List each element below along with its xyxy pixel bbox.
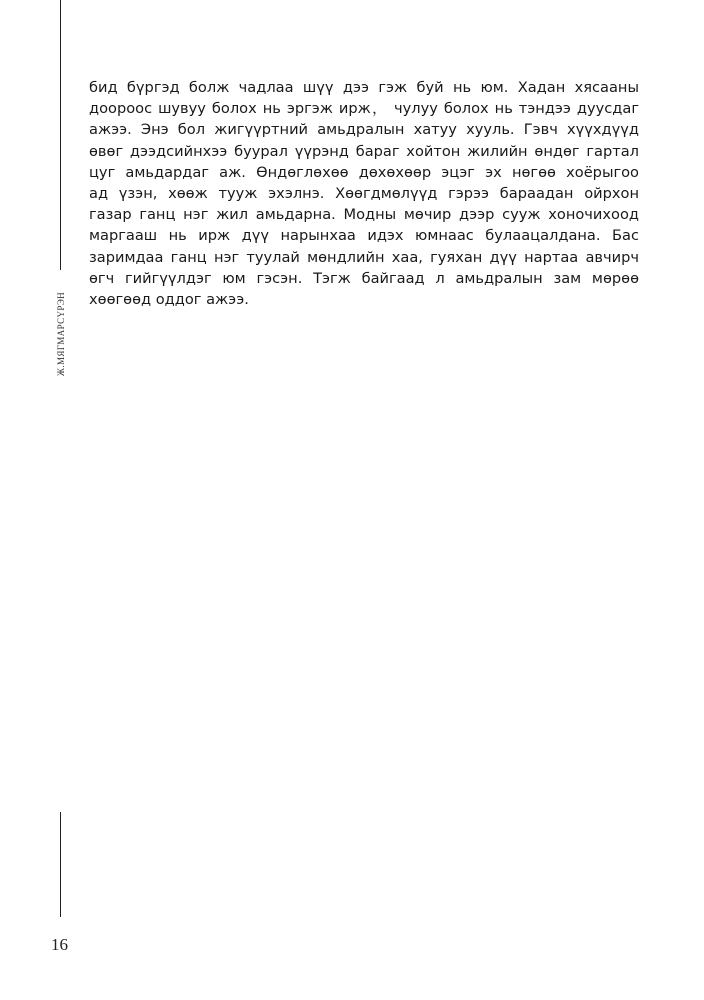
text-line: хөөгөөд оддог ажээ. <box>89 291 249 309</box>
margin-rule-top <box>60 0 61 270</box>
text-line: өвөг дээдсийнхээ буурал үүрэнд бараг хойтон жилийн өндөг гартал <box>89 142 639 160</box>
running-head <box>56 277 66 397</box>
text-line: цуг амьдардаг аж. Өндөглөхөө дөхөхөөр эцэг эх нөгөө хоёрыгоо <box>89 163 639 181</box>
text-line: заримдаа ганц нэг туулай мөндлийн хаа, гуяхан дүү нартаа авчирч <box>89 248 639 266</box>
text-line: ад үзэн, хөөж тууж эхэлнэ. Хөөгдмөлүүд гэрээ бараадан ойрхон <box>89 185 639 203</box>
margin-rule-bottom <box>60 812 61 917</box>
text-line: маргааш нь ирж дүү нарынхаа идэх юмнаас булаацалдана. Бас <box>89 227 639 245</box>
page-number: 16 <box>51 935 68 954</box>
text-line: ажээ. Энэ бол жигүүртний амьдралын хатуу хууль. Гэвч хүүхдүүд <box>89 121 639 139</box>
text-line: газар ганц нэг жил амьдарна. Модны мөчир дээр сууж хоночихоод <box>89 206 639 224</box>
text-line: бид бүргэд болж чадлаа шүү дээ гэж буй нь юм. Хадан хясааны <box>89 79 639 96</box>
text-line: өгч гийгүүлдэг юм гэсэн. Тэгж байгаад л амьдралын зам мөрөө <box>89 269 639 287</box>
text-line: доороос шувуу болох нь эргэж ирж， чулуу болох нь тэндээ дуусдаг <box>89 100 639 118</box>
running-head-author: Ж.МЯГМАРСҮРЭН <box>56 291 66 377</box>
body-paragraph <box>89 77 639 310</box>
